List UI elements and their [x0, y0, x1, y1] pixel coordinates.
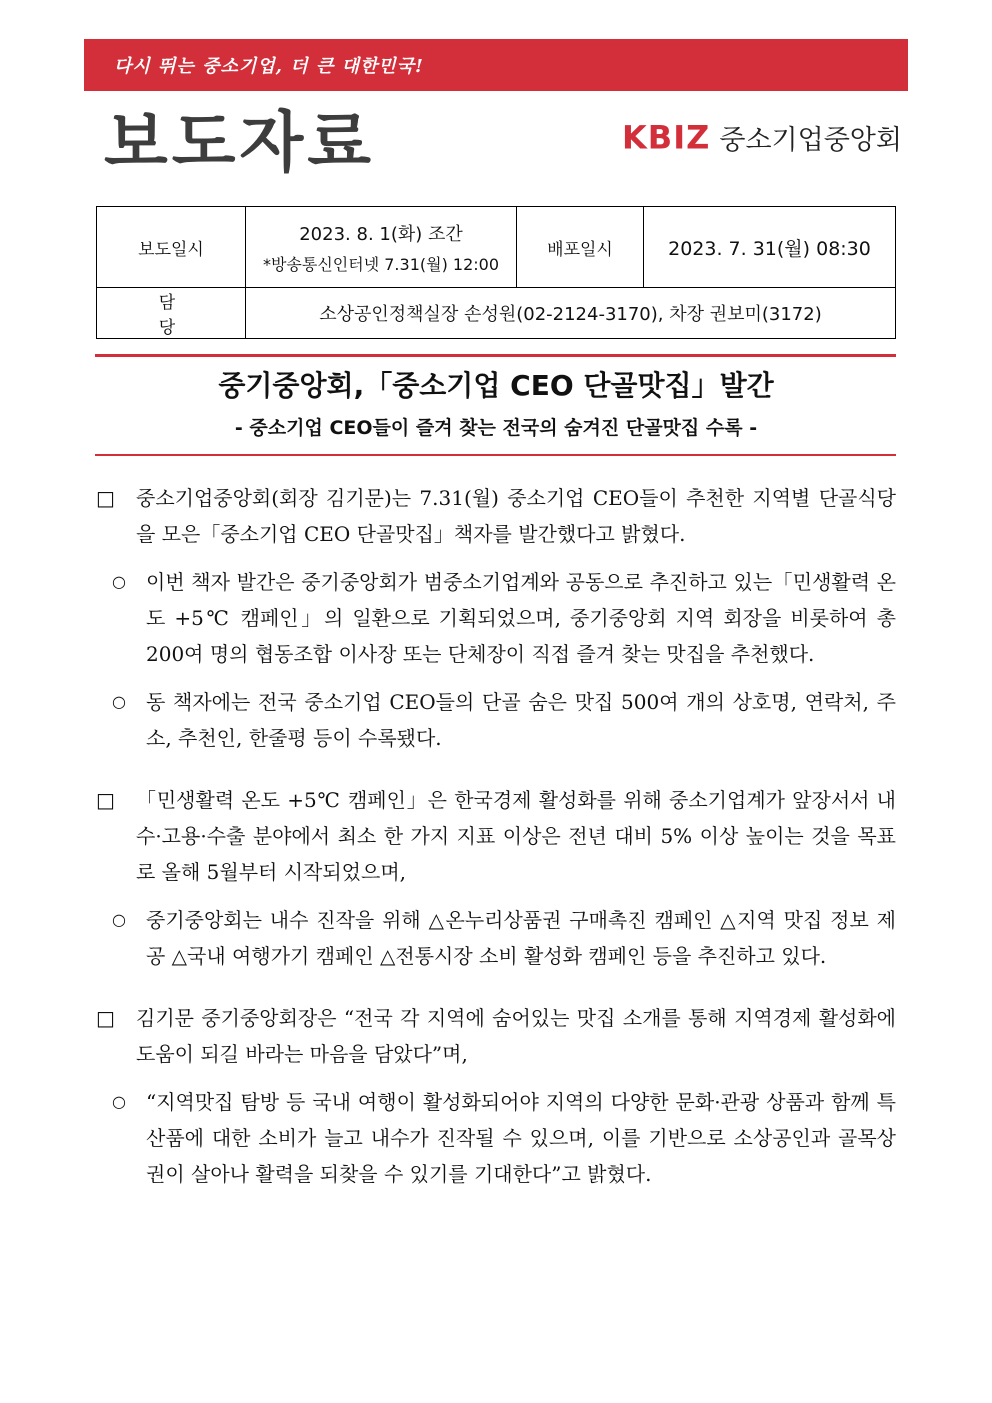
slogan-banner — [84, 39, 908, 91]
press-release-title: 보도자료 — [104, 104, 376, 181]
paragraph-square: □ 「민생활력 온도 +5℃ 캠페인」은 한국경제 활성화를 위해 중소기업계가 앞장서서 내수·고용·수출 분야에서 최소 한 가지 지표 이상은 전년 대비 5% 이상 높이는 것을 목표로 올해 5월부터 시작되었으며, — [96, 782, 896, 890]
paragraph-square: □ 중소기업중앙회(회장 김기문)는 7.31(월) 중소기업 CEO들이 추천한 지역별 단골식당을 모은「중소기업 CEO 단골맛집」책자를 발간했다고 밝혔다. — [96, 480, 896, 552]
paragraph-circle: ○ 이번 책자 발간은 중기중앙회가 범중소기업계와 공동으로 추진하고 있는「민생활력 온도 +5℃ 캠페인」의 일환으로 기획되었으며, 중기중앙회 지역 회장을 비롯하여 총 200여 명의 협동조합 이사장 또는 단체장이 직접 즐겨 찾는 맛집을 추천했다. — [96, 564, 896, 672]
headline: 중기중앙회,「중소기업 CEO 단골맛집」발간 — [218, 369, 774, 402]
article-body — [96, 480, 896, 1192]
release-date-label: 보도일시 — [97, 207, 246, 288]
paragraph-circle: ○ 동 책자에는 전국 중소기업 CEO들의 단골 숨은 맛집 500여 개의 상호명, 연락처, 주소, 추천인, 한줄평 등이 수록됐다. — [96, 684, 896, 756]
paragraph-circle: ○ 중기중앙회는 내수 진작을 위해 △온누리상품권 구매촉진 캠페인 △지역 맛집 정보 제공 △국내 여행가기 캠페인 △전통시장 소비 활성화 캠페인 등을 추진하고 있다. — [96, 902, 896, 974]
paragraph-circle: ○ “지역맛집 탐방 등 국내 여행이 활성화되어야 지역의 다양한 문화·관광 상품과 함께 특산품에 대한 소비가 늘고 내수가 진작될 수 있으며, 이를 기반으로 소상공인과 골목상권이 살아나 활력을 되찾을 수 있기를 기대한다”고 밝혔다. — [96, 1084, 896, 1192]
slogan-text: 다시 뛰는 중소기업, 더 큰 대한민국! — [114, 56, 424, 77]
release-date-note: *방송통신인터넷 7.31(월) 12:00 — [262, 254, 500, 274]
headline-divider — [95, 454, 896, 456]
distribute-date-value: 2023. 7. 31(월) 08:30 — [644, 207, 896, 288]
paragraph-square: □ 김기문 중기중앙회장은 “전국 각 지역에 숨어있는 맛집 소개를 통해 지역경제 활성화에 도움이 되길 바라는 마음을 담았다”며, — [96, 1000, 896, 1072]
contact-value: 소상공인정책실장 손성원(02-2124-3170), 차장 권보미(3172) — [246, 288, 896, 339]
kbiz-logo — [622, 118, 902, 157]
subheadline: - 중소기업 CEO들이 즐겨 찾는 전국의 숨겨진 단골맛집 수록 - — [234, 417, 758, 439]
logo-mark: KBIZ — [622, 118, 711, 157]
release-info-table — [96, 206, 896, 339]
contact-label: 담 당 — [97, 288, 246, 339]
release-date-value: 2023. 8. 1(화) 조간 — [299, 223, 463, 245]
logo-org-name: 중소기업중앙회 — [719, 125, 902, 156]
header-divider — [95, 354, 896, 357]
release-date-cell — [246, 207, 517, 288]
distribute-date-label: 배포일시 — [517, 207, 644, 288]
